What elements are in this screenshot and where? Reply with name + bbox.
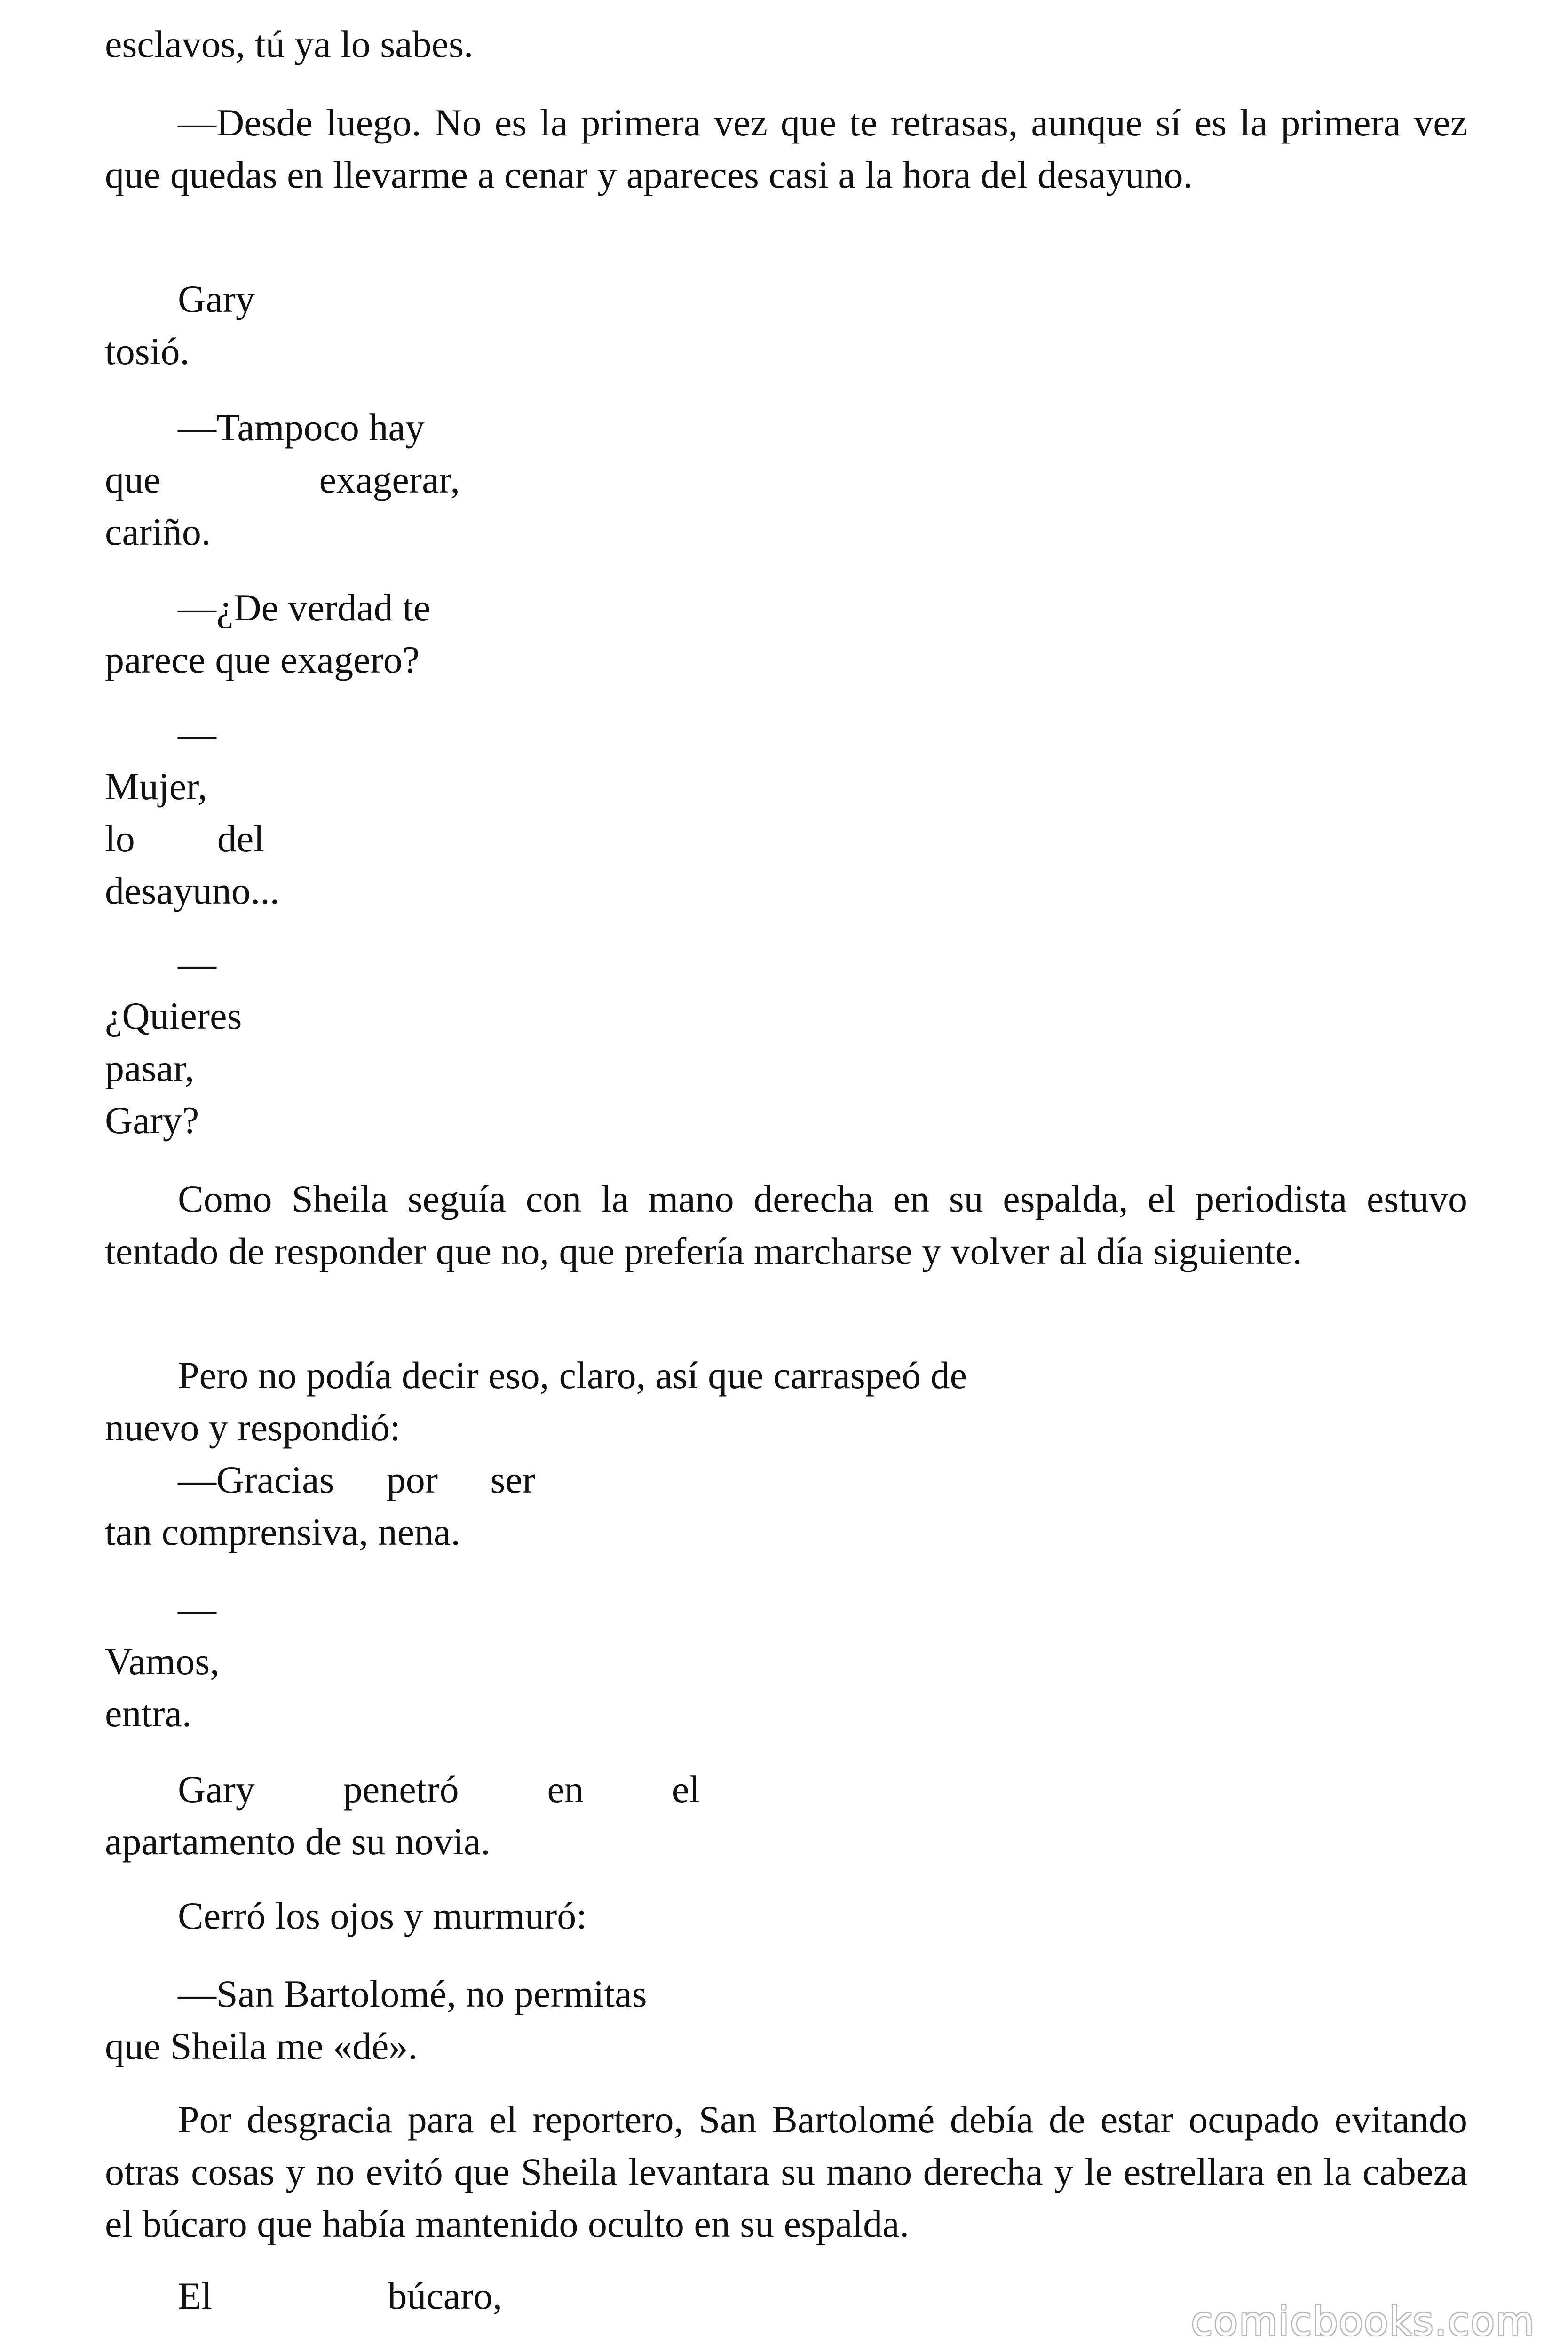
text-line: — [178,942,216,985]
text-line: Cerró los ojos y murmuró: [178,1894,587,1937]
text-line: pasar, [105,1047,195,1089]
paragraph-9 [105,1349,967,1454]
text-line: desayuno... [105,869,280,912]
text-line: —¿De verdad te [178,586,431,629]
text-line: apartamento de su novia. [105,1820,491,1863]
paragraph-3 [105,273,255,377]
text-line: lo del [105,817,264,860]
text-line: Pero no podía decir eso, claro, así que carraspeó de [178,1354,967,1397]
text-line: —Gracias por ser [178,1458,535,1501]
text-line: —Tampoco hay [178,406,425,449]
paragraph-5 [105,581,430,686]
text-line: — [178,1588,216,1630]
text-line: —Desde luego. No es la primera vez que te retrasas, aunque sí es la primera vez que quedas en llevarme a cenar y apareces casi a la hora del desayuno. [105,101,1467,196]
text-line: Como Sheila seguía con la mano derecha en su espalda, el periodista estuvo tentado de responder que no, que prefería marcharse y volver al día siguiente. [105,1177,1467,1272]
paragraph-14 [105,1968,647,2072]
paragraph-16 [105,2270,502,2322]
paragraph-8 [105,1173,1467,1277]
paragraph-6 [105,708,280,917]
site-watermark: comicbooks.com [1191,2298,1535,2344]
paragraph-15 [105,2093,1467,2250]
paragraph-7 [105,938,242,1146]
text-line: tosió. [105,330,190,373]
text-line: parece que exagero? [105,638,420,681]
text-line: Vamos, [105,1640,220,1683]
paragraph-1 [105,18,473,70]
paragraph-11 [105,1583,220,1740]
text-line: —San Bartolomé, no permitas [178,1972,647,2015]
text-line: El búcaro, [178,2274,502,2317]
paragraph-10 [105,1454,535,1558]
text-line: que Sheila me «dé». [105,2025,418,2067]
text-line: Por desgracia para el reportero, San Bartolomé debía de estar ocupado evitando otras cosas y no evitó que Sheila levantara su mano derecha y le estrellara en la cabeza el búcaro que había mantenido oculto en su espalda. [105,2098,1467,2245]
text-line: Gary penetró en el [178,1768,700,1811]
paragraph-12 [105,1763,700,1867]
text-line: cariño. [105,510,211,553]
text-line: ¿Quieres [105,994,242,1037]
paragraph-4 [105,401,460,558]
paragraph-13 [105,1890,587,1942]
paragraph-2 [105,96,1467,201]
text-line: nuevo y respondió: [105,1406,401,1449]
text-line: que exagerar, [105,458,460,501]
text-line: — [178,713,216,755]
text-line: Gary [178,278,255,320]
text-line: Mujer, [105,765,207,808]
text-line: esclavos, tú ya lo sabes. [105,23,474,65]
text-line: entra. [105,1692,192,1735]
text-line: tan comprensiva, nena. [105,1510,460,1553]
text-line: Gary? [105,1099,199,1142]
